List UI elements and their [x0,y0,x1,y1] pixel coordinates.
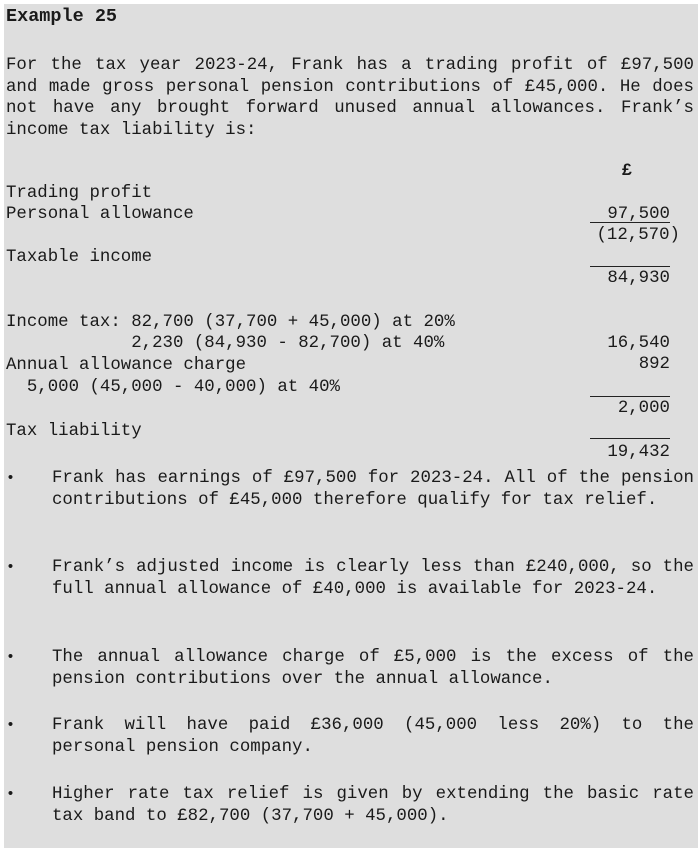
bullet-icon: • [6,559,16,576]
computation-row [6,355,670,418]
computation-row [6,399,670,462]
row-amount: 84,930 [607,269,670,288]
computation-row [6,225,670,288]
bullet-text: Higher rate tax relief is given by extending the basic rate tax band to £82,700 (37,700 + 45,000). [52,785,694,826]
row-amount: 16,540 [607,334,670,353]
bullet-icon: • [6,470,16,487]
total-rule [590,266,670,267]
subtotal-rule [590,222,670,223]
row-amount: (12,570) [596,226,680,245]
currency-header: £ [621,161,632,181]
row-label: Income tax: 82,700 (37,700 + 45,000) at 20% [6,312,455,332]
total-rule [590,438,670,439]
row-amount: 97,500 [607,205,670,224]
row-label: Personal allowance [6,204,194,224]
bullet-icon: • [6,717,16,734]
example-title: Example 25 [6,6,118,27]
bullet-text: The annual allowance charge of £5,000 is the excess of the pension contributions over the annual allowance. [52,648,694,689]
bullet-text: Frank’s adjusted income is clearly less than £240,000, so the full annual allowance of £40,000 is available for 2023-24. [52,558,694,599]
row-label: Tax liability [6,421,142,441]
intro-paragraph: For the tax year 2023-24, Frank has a trading profit of £97,500 and made gross personal pension contributions of £45,000. He does not have any brought forward unused annual allowances. Frank’s income tax liability is: [6,56,694,140]
row-amount: 19,432 [607,443,670,462]
row-label: Taxable income [6,247,153,267]
row-label: Trading profit [6,183,153,203]
row-amount: 892 [638,355,670,374]
bullet-icon: • [6,786,16,803]
row-amount: 2,000 [617,399,670,418]
bullet-icon: • [6,649,16,666]
row-label: Annual allowance charge [6,355,247,375]
currency-header-row [6,139,670,181]
document-page [4,4,698,848]
row-label: 2,230 (84,930 - 82,700) at 40% [6,333,445,353]
bullet-text: Frank has earnings of £97,500 for 2023-24. All of the pension contributions of £45,000 therefore qualify for tax relief. [52,469,694,510]
row-label: 5,000 (45,000 - 40,000) at 40% [6,377,340,397]
subtotal-rule [590,396,670,397]
bullet-text: Frank will have paid £36,000 (45,000 less 20%) to the personal pension company. [52,716,694,757]
